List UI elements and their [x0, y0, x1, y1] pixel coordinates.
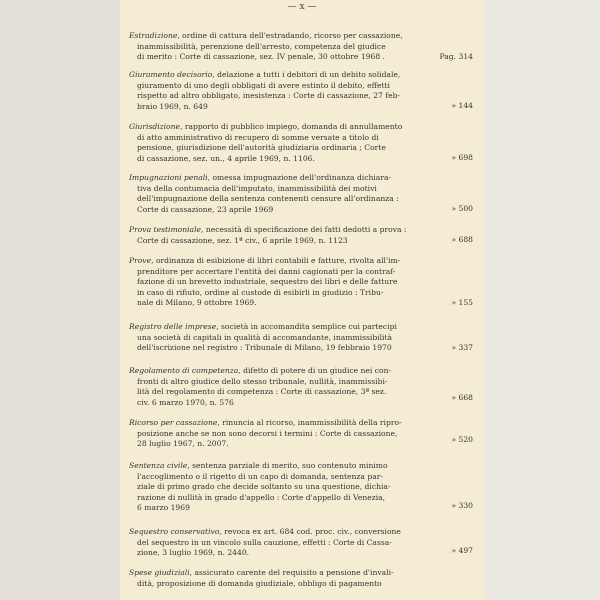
- entry-text: di merito : Corte di cassazione, sez. IV penale, 30 ottobre 1968 .: [137, 52, 385, 61]
- entry-text: dità, proposizione di domanda giudiziale, obbligo di pagamento: [137, 578, 382, 588]
- entry-text: assicurato carente del requisito a pensione d'invali-: [194, 568, 394, 577]
- index-entry: Giurisdizione, rapporto di pubblico impiego, domanda di annullamento di atto amministrativo di recupero di somme versate a titolo di pensione, giurisdizione dell'autorità giudiziaria ordinaria ; Corte di cassazione, sez. un., 4 aprile 1969, n. 1106. » 698: [129, 122, 473, 163]
- index-entry: Sentenza civile, sentenza parziale di merito, suo contenuto minimo l'accoglimento o il rigetto di un capo di domanda, sentenza par- ziale di primo grado che decide soltanto su una questione, dichia- razione di nullità in grado d'appello : Corte d'appello di Venezia, 6 marzo 1969 » 330: [129, 461, 473, 512]
- entry-heading: Registro delle imprese: [129, 322, 217, 331]
- entry-text: 6 marzo 1969: [137, 503, 190, 512]
- entry-text: civ. 6 marzo 1970, n. 576: [137, 397, 234, 407]
- page-reference: » 330: [451, 501, 473, 510]
- index-entry: Prova testimoniale, necessità di specificazione dei fatti dedotti a prova : Corte di cassazione, sez. 1ª civ., 6 aprile 1969, n. 1123 » 688: [129, 225, 473, 245]
- entry-text: una società di capitali in qualità di accomandante, inammissibilità: [137, 332, 393, 342]
- entry-heading: Giurisdizione: [129, 122, 181, 131]
- entry-text: fronti di altro giudice dello stesso tribunale, nullità, inammissibi-: [137, 376, 388, 386]
- document-page: [120, 0, 484, 600]
- entry-text: sentenza parziale di merito, suo contenuto minimo: [192, 461, 388, 470]
- entry-text: necessità di specificazione dei fatti dedotti a prova :: [205, 225, 407, 234]
- entry-text: società in accomandita semplice cui partecipi: [221, 322, 397, 331]
- entry-text: braio 1969, n. 649: [137, 101, 208, 111]
- entry-heading: Spese giudiziali: [129, 568, 190, 577]
- entry-heading: Sequestro conservativo: [129, 527, 220, 536]
- page-reference: » 668: [451, 393, 473, 402]
- entry-text: difetto di potere di un giudice nei con-: [243, 366, 392, 375]
- entry-text: delazione a tutti i debitori di un debito solidale,: [217, 70, 401, 79]
- entry-heading: Prove: [129, 256, 152, 265]
- index-entry: Spese giudiziali, assicurato carente del requisito a pensione d'invali- dità, proposizione di domanda giudiziale, obbligo di pagamento: [129, 568, 469, 589]
- entry-heading: Giuramento decisorio: [129, 70, 213, 79]
- entry-heading: Impugnazioni penali: [129, 173, 208, 182]
- entry-text: Corte di cassazione, sez. 1ª civ., 6 aprile 1969, n. 1123: [137, 235, 348, 245]
- entry-text: giuramento di uno degli obbligati di avere estinto il debito, effetti: [137, 80, 390, 90]
- entry-heading: Estradizione: [129, 31, 178, 40]
- index-entry: Regolamento di competenza, difetto di potere di un giudice nei con- fronti di altro giudice dello stesso tribunale, nullità, inammissibi- lità del regolamento di competenza : Corte di cassazione, 3ª sez. civ. 6 marzo 1970, n. 576 » 668: [129, 366, 473, 407]
- page-reference: » 337: [451, 343, 473, 352]
- entry-text: razione di nullità in grado d'appello : Corte d'appello di Venezia,: [137, 492, 386, 502]
- entry-heading: Prova testimoniale: [129, 225, 202, 234]
- page-reference: » 688: [451, 235, 473, 244]
- entry-text: rinuncia al ricorso, inammissibilità della ripro-: [222, 418, 402, 427]
- index-entry: Prove, ordinanza di esibizione di libri contabili e fatture, rivolta all'im- prenditore per accertare l'entità dei danni cagionati per la contraf- fazione di un brevetto industriale, sequestro dei libri e delle fatture in caso di rifiuto, ordine al custode di esibirli in giudizio : Tribu- nale di Milano, 9 ottobre 1969. » 155: [129, 256, 473, 307]
- index-entry: Ricorso per cassazione, rinuncia al ricorso, inammissibilità della ripro- posizione anche se non sono decorsi i termini : Corte di cassazione, 28 luglio 1967, n. 2007. » 520: [129, 418, 473, 448]
- entry-text: tiva della contumacia dell'imputato, inammissibilità dei motivi: [137, 183, 377, 193]
- page-reference: » 520: [451, 435, 473, 444]
- entry-text: in caso di rifiuto, ordine al custode di esibirli in giudizio : Tribu-: [137, 287, 384, 297]
- entry-text: lità del regolamento di competenza : Corte di cassazione, 3ª sez.: [137, 387, 387, 396]
- page-reference: » 698: [451, 153, 473, 162]
- page-reference: Pag. 314: [439, 52, 473, 61]
- entry-text: ziale di primo grado che decide soltanto su una questione, dichia-: [137, 482, 391, 491]
- entry-text: dell'iscrizione nel registro : Tribunale di Milano, 19 febbraio 1970: [137, 343, 392, 352]
- page-reference: » 144: [451, 101, 473, 110]
- entry-text: Corte di cassazione, 23 aprile 1969: [137, 204, 274, 214]
- scan-background: [484, 0, 600, 600]
- index-entry: Giuramento decisorio, delazione a tutti i debitori di un debito solidale, giuramento di uno degli obbligati di avere estinto il debito, effetti rispetto ad altro obbligato, inesistenza : Corte di cassazione, 27 feb- braio 1969, n. 649 » 144: [129, 70, 473, 111]
- entry-text: fazione di un brevetto industriale, sequestro dei libri e delle fatture: [137, 277, 398, 286]
- entry-text: rispetto ad altro obbligato, inesistenza : Corte di cassazione, 27 feb-: [137, 91, 401, 100]
- entry-text: inammissibilità, perenzione dell'arresto, competenza del giudice: [137, 41, 386, 51]
- entry-text: di cassazione, sez. un., 4 aprile 1969, n. 1106.: [137, 153, 315, 163]
- entry-text: revoca ex art. 684 cod. proc. civ., conversione: [224, 527, 401, 536]
- entry-text: rapporto di pubblico impiego, domanda di annullamento: [184, 122, 403, 131]
- index-entry: Impugnazioni penali, omessa impugnazione dell'ordinanza dichiara- tiva della contumacia dell'imputato, inammissibilità dei motivi dell'impugnazione della sentenza contenenti censure all'ordinanza : Corte di cassazione, 23 aprile 1969 » 500: [129, 173, 473, 214]
- entry-heading: Regolamento di competenza: [129, 366, 239, 375]
- entry-heading: Ricorso per cassazione: [129, 418, 218, 427]
- page-header: — x —: [287, 2, 317, 12]
- entry-text: ordine di cattura dell'estradando, ricorso per cassazione,: [182, 31, 403, 40]
- index-entry: Estradizione, ordine di cattura dell'estradando, ricorso per cassazione, inammissibilità, perenzione dell'arresto, competenza del giudice di merito : Corte di cassazione, sez. IV penale, 30 ottobre 1968 . Pag. 314: [129, 31, 473, 61]
- entry-text: ordinanza di esibizione di libri contabili e fatture, rivolta all'im-: [155, 256, 401, 265]
- entry-text: omessa impugnazione dell'ordinanza dichiara-: [212, 173, 392, 182]
- entry-text: del sequestro in un vincolo sulla cauzione, effetti : Corte di Cassa-: [137, 537, 392, 547]
- page-reference: » 500: [451, 204, 473, 213]
- entry-text: dell'impugnazione della sentenza contenenti censure all'ordinanza :: [137, 194, 399, 203]
- entry-text: prenditore per accertare l'entità dei danni cagionati per la contraf-: [137, 266, 396, 276]
- entry-heading: Sentenza civile: [129, 461, 188, 470]
- entry-text: nale di Milano, 9 ottobre 1969.: [137, 298, 257, 307]
- entry-text: l'accoglimento o il rigetto di un capo di domanda, sentenza par-: [137, 471, 383, 481]
- entry-text: 28 luglio 1967, n. 2007.: [137, 439, 229, 448]
- entry-text: zione, 3 luglio 1969, n. 2440.: [137, 548, 250, 557]
- page-reference: » 155: [451, 298, 473, 307]
- entry-text: pensione, giurisdizione dell'autorità giudiziaria ordinaria ; Corte: [137, 143, 386, 152]
- entry-text: posizione anche se non sono decorsi i termini : Corte di cassazione,: [137, 428, 398, 438]
- entry-text: di atto amministrativo di recupero di somme versate a titolo di: [137, 132, 379, 142]
- page-reference: » 497: [451, 546, 473, 555]
- index-entry: Registro delle imprese, società in accomandita semplice cui partecipi una società di capitali in qualità di accomandante, inammissibilità dell'iscrizione nel registro : Tribunale di Milano, 19 febbraio 1970 » 337: [129, 322, 473, 352]
- index-entry: Sequestro conservativo, revoca ex art. 684 cod. proc. civ., conversione del sequestro in un vincolo sulla cauzione, effetti : Corte di Cassa- zione, 3 luglio 1969, n. 2440. » 497: [129, 527, 473, 557]
